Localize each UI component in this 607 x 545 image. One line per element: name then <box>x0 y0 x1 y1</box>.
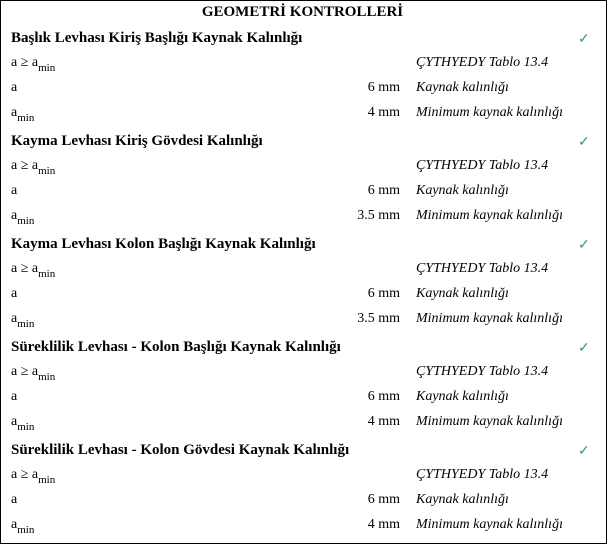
min-weld-thickness-row <box>0 414 605 438</box>
weld-thickness-value: 6 mm <box>367 183 400 198</box>
condition-row <box>0 55 605 79</box>
check-icon: ✓ <box>578 135 590 150</box>
min-weld-thickness-desc: Minimum kaynak kalınlığı <box>416 414 563 429</box>
min-weld-thickness-desc: Minimum kaynak kalınlığı <box>416 208 563 223</box>
a-symbol: a <box>31 158 39 173</box>
a-symbol: a <box>11 208 18 223</box>
a-symbol: a <box>11 414 18 429</box>
condition-formula <box>11 467 55 486</box>
a-symbol: a <box>11 389 18 404</box>
min-weld-thickness-desc: Minimum kaynak kalınlığı <box>416 311 563 326</box>
condition-formula <box>11 158 55 177</box>
condition-formula <box>11 364 55 383</box>
weld-thickness-desc: Kaynak kalınlığı <box>416 492 509 507</box>
check-icon: ✓ <box>578 341 590 356</box>
a-symbol: a <box>31 467 39 482</box>
min-weld-thickness-row <box>0 517 605 541</box>
weld-thickness-value: 6 mm <box>367 389 400 404</box>
check-section <box>0 30 605 133</box>
a-symbol: a <box>31 261 39 276</box>
min-weld-thickness-desc: Minimum kaynak kalınlığı <box>416 517 563 532</box>
condition-row <box>0 158 605 182</box>
section-heading: Süreklilik Levhası - Kolon Gövdesi Kaynak Kalınlığı <box>11 442 350 458</box>
check-section <box>0 442 605 545</box>
min-weld-thickness-row <box>0 311 605 335</box>
condition-row <box>0 364 605 388</box>
amin-symbol <box>11 105 34 124</box>
section-heading: Kayma Levhası Kolon Başlığı Kaynak Kalınlığı <box>11 236 316 252</box>
min-weld-thickness-row <box>0 105 605 129</box>
reference-note: ÇYTHYEDY Tablo 13.4 <box>416 364 549 379</box>
geq-symbol: ≥ <box>17 261 32 276</box>
weld-thickness-row <box>0 286 605 310</box>
min-subscript: min <box>17 112 35 124</box>
weld-thickness-desc: Kaynak kalınlığı <box>416 286 509 301</box>
reference-note: ÇYTHYEDY Tablo 13.4 <box>416 158 549 173</box>
check-icon: ✓ <box>578 32 590 47</box>
weld-thickness-row <box>0 80 605 104</box>
min-subscript: min <box>38 474 56 486</box>
weld-thickness-row <box>0 183 605 207</box>
min-weld-thickness-desc: Minimum kaynak kalınlığı <box>416 105 563 120</box>
section-heading: Süreklilik Levhası - Kolon Başlığı Kaynak Kalınlığı <box>11 339 341 355</box>
min-subscript: min <box>38 62 56 74</box>
geq-symbol: ≥ <box>17 55 32 70</box>
check-section <box>0 339 605 442</box>
geq-symbol: ≥ <box>17 467 32 482</box>
min-subscript: min <box>17 318 35 330</box>
condition-formula <box>11 261 55 280</box>
amin-symbol <box>11 517 34 536</box>
weld-thickness-desc: Kaynak kalınlığı <box>416 389 509 404</box>
min-weld-thickness-value: 3.5 mm <box>357 311 400 326</box>
weld-thickness-row <box>0 389 605 413</box>
weld-thickness-value: 6 mm <box>367 492 400 507</box>
weld-thickness-desc: Kaynak kalınlığı <box>416 183 509 198</box>
section-heading: Başlık Levhası Kiriş Başlığı Kaynak Kalınlığı <box>11 30 303 46</box>
geq-symbol: ≥ <box>17 364 32 379</box>
a-symbol: a <box>11 517 18 532</box>
weld-thickness-row <box>0 492 605 516</box>
check-icon: ✓ <box>578 238 590 253</box>
condition-row <box>0 261 605 285</box>
weld-thickness-desc: Kaynak kalınlığı <box>416 80 509 95</box>
condition-row <box>0 467 605 491</box>
reference-note: ÇYTHYEDY Tablo 13.4 <box>416 55 549 70</box>
min-subscript: min <box>38 165 56 177</box>
min-weld-thickness-value: 4 mm <box>367 414 400 429</box>
a-symbol: a <box>31 55 39 70</box>
min-subscript: min <box>17 421 35 433</box>
a-symbol: a <box>11 492 18 507</box>
a-symbol: a <box>11 364 18 379</box>
min-subscript: min <box>17 215 35 227</box>
page-title: GEOMETRİ KONTROLLERİ <box>201 4 404 20</box>
min-weld-thickness-value: 4 mm <box>367 517 400 532</box>
weld-thickness-value: 6 mm <box>367 80 400 95</box>
reference-note: ÇYTHYEDY Tablo 13.4 <box>416 467 549 482</box>
amin-symbol <box>11 208 34 227</box>
min-subscript: min <box>17 524 35 536</box>
reference-note: ÇYTHYEDY Tablo 13.4 <box>416 261 549 276</box>
a-symbol: a <box>11 105 18 120</box>
min-weld-thickness-row <box>0 208 605 232</box>
a-symbol: a <box>11 286 18 301</box>
amin-symbol <box>11 414 34 433</box>
min-weld-thickness-value: 3.5 mm <box>357 208 400 223</box>
check-icon: ✓ <box>578 444 590 459</box>
a-symbol: a <box>11 55 18 70</box>
weld-thickness-value: 6 mm <box>367 286 400 301</box>
amin-symbol <box>11 311 34 330</box>
a-symbol: a <box>11 80 18 95</box>
min-weld-thickness-value: 4 mm <box>367 105 400 120</box>
a-symbol: a <box>11 467 18 482</box>
a-symbol: a <box>11 311 18 326</box>
a-symbol: a <box>11 158 18 173</box>
condition-formula <box>11 55 55 74</box>
a-symbol: a <box>11 261 18 276</box>
geq-symbol: ≥ <box>17 158 32 173</box>
a-symbol: a <box>31 364 39 379</box>
section-heading: Kayma Levhası Kiriş Gövdesi Kalınlığı <box>11 133 263 149</box>
check-section <box>0 236 605 339</box>
check-section <box>0 133 605 236</box>
a-symbol: a <box>11 183 18 198</box>
min-subscript: min <box>38 268 56 280</box>
min-subscript: min <box>38 371 56 383</box>
